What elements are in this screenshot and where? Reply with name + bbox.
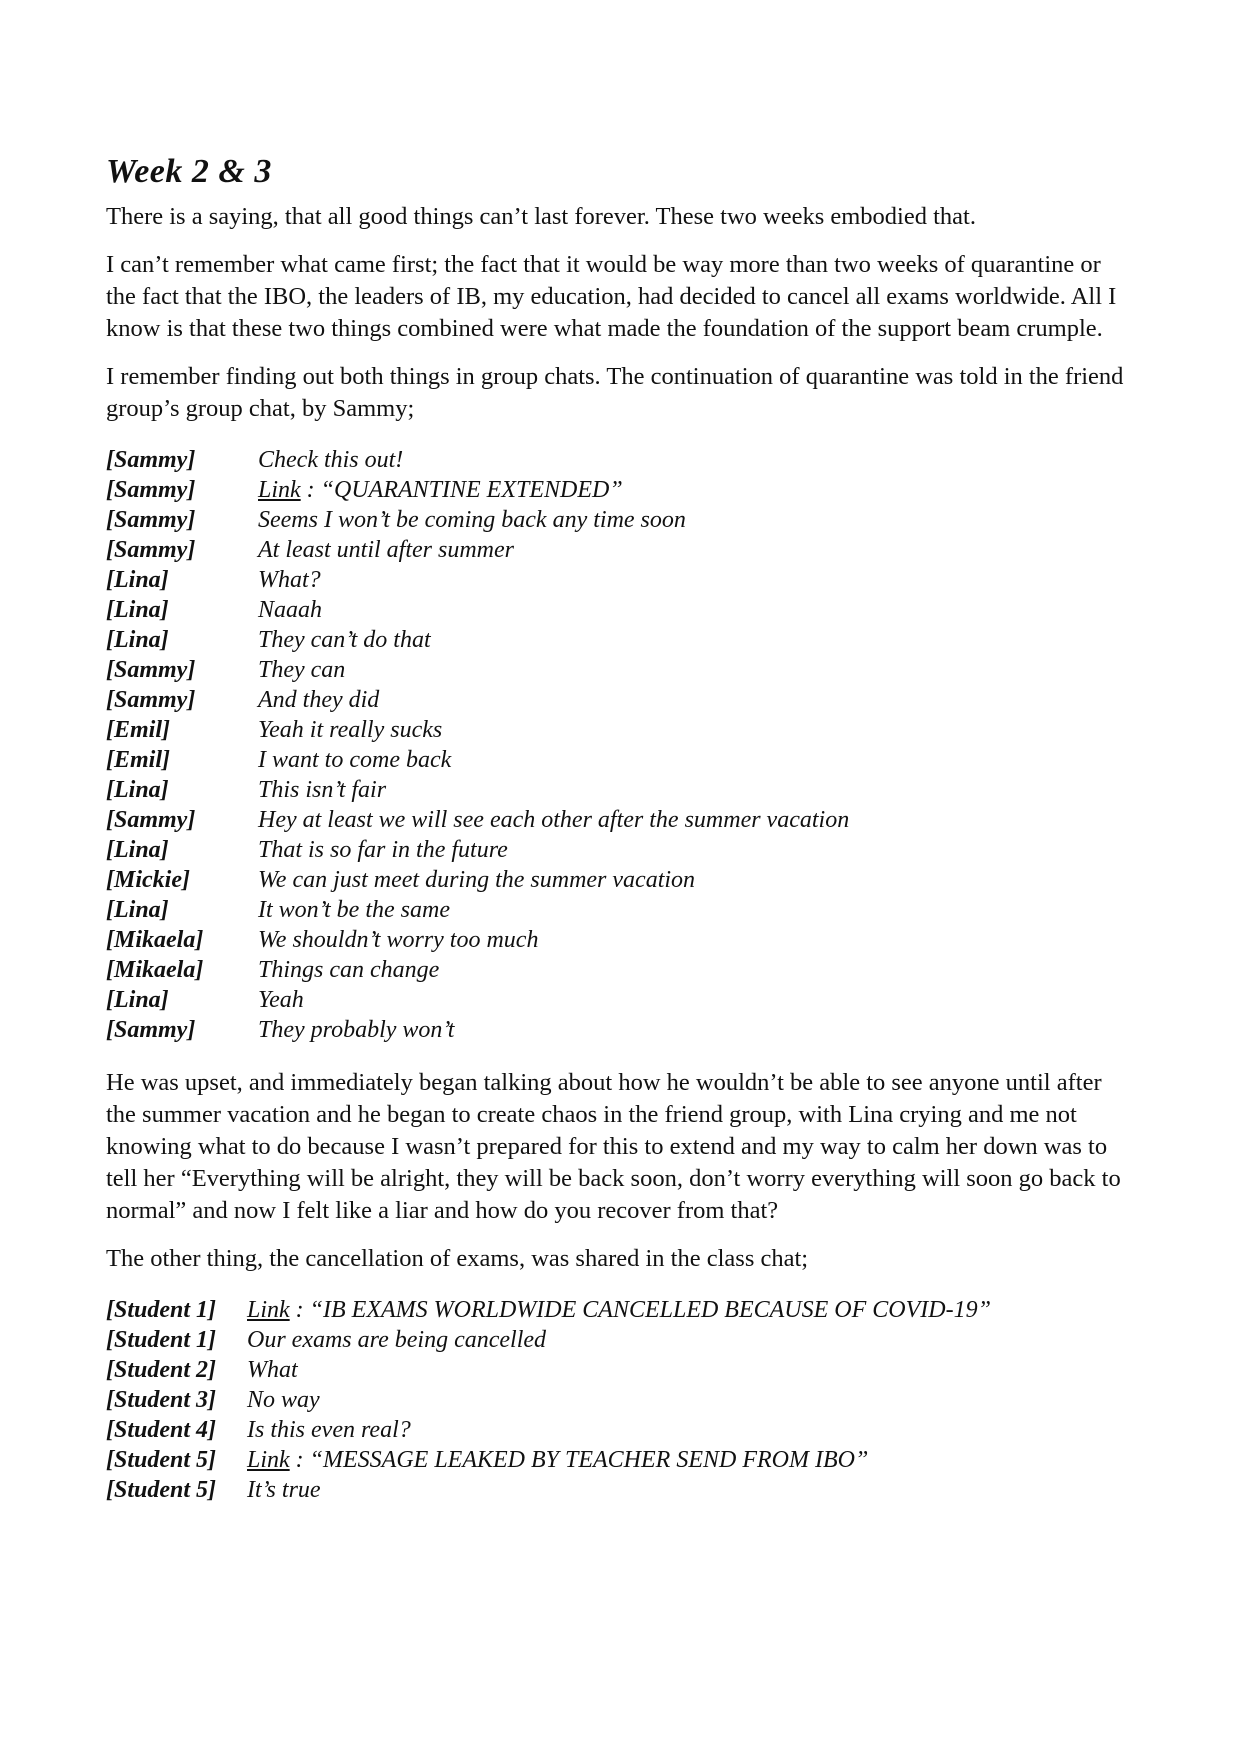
chat-message-row bbox=[106, 805, 1128, 835]
chat-sender-name: [Mikaela] bbox=[106, 957, 204, 984]
chat-sender-name: [Lina] bbox=[106, 837, 169, 864]
chat-sender-name: [Sammy] bbox=[106, 687, 196, 714]
chat-message-row bbox=[106, 685, 1128, 715]
chat-sender-name: [Mikaela] bbox=[106, 927, 204, 954]
chat-message-row bbox=[106, 865, 1128, 895]
chat-message-body: Our exams are being cancelled bbox=[247, 1327, 547, 1354]
page-title: Week 2 & 3 bbox=[106, 153, 272, 190]
chat-message-text bbox=[258, 475, 1128, 505]
paragraph-group-chats: I remember finding out both things in group chats. The continuation of quarantine was told in the friend group’s group chat, by Sammy; bbox=[106, 363, 1124, 423]
chat-message-text bbox=[258, 625, 1128, 655]
chat-message-row bbox=[106, 1475, 1128, 1505]
chat-message-text bbox=[258, 925, 1128, 955]
chat-message-text bbox=[258, 985, 1128, 1015]
chat-message-text bbox=[247, 1475, 1128, 1505]
chat-message-body: At least until after summer bbox=[258, 537, 514, 564]
chat-sender-name: [Student 5] bbox=[106, 1447, 217, 1474]
chat-message-row bbox=[106, 955, 1128, 985]
chat-message-text bbox=[247, 1325, 1128, 1355]
chat-link-label: Link bbox=[247, 1447, 290, 1474]
chat-message-body: Is this even real? bbox=[247, 1417, 411, 1444]
chat-message-body: : “IB EXAMS WORLDWIDE CANCELLED BECAUSE OF COVID-19” bbox=[289, 1297, 991, 1324]
chat-message-row bbox=[106, 925, 1128, 955]
chat-message-row bbox=[106, 565, 1128, 595]
chat-message-text bbox=[247, 1445, 1128, 1475]
paragraph-other-thing: The other thing, the cancellation of exams, was shared in the class chat; bbox=[106, 1245, 809, 1273]
chat-message-body: We shouldn’t worry too much bbox=[258, 927, 539, 954]
chat-message-text bbox=[258, 895, 1128, 925]
chat-message-text bbox=[258, 445, 1128, 475]
chat-message-row bbox=[106, 775, 1128, 805]
chat-message-body: They can bbox=[258, 657, 346, 684]
chat-sender-name: [Lina] bbox=[106, 627, 169, 654]
chat-sender-name: [Lina] bbox=[106, 987, 169, 1014]
chat-message-row bbox=[106, 1445, 1128, 1475]
chat-message-row bbox=[106, 505, 1128, 535]
chat-message-body: This isn’t fair bbox=[258, 777, 387, 804]
chat-message-body: They probably won’t bbox=[258, 1017, 455, 1044]
chat-message-body: Hey at least we will see each other after the summer vacation bbox=[258, 807, 850, 834]
chat-message-body: It won’t be the same bbox=[258, 897, 450, 924]
chat-message-body: Seems I won’t be coming back any time soon bbox=[258, 507, 686, 534]
chat-message-row bbox=[106, 1415, 1128, 1445]
chat-sender-name: [Lina] bbox=[106, 777, 169, 804]
chat-message-body: : “QUARANTINE EXTENDED” bbox=[300, 477, 623, 504]
chat-sender-name: [Sammy] bbox=[106, 807, 196, 834]
chat-message-body: No way bbox=[247, 1387, 320, 1414]
chat-message-body: Naaah bbox=[258, 597, 323, 624]
chat-sender-name: [Sammy] bbox=[106, 537, 196, 564]
chat-message-text bbox=[247, 1295, 1128, 1325]
chat-message-text bbox=[258, 715, 1128, 745]
chat-message-row bbox=[106, 745, 1128, 775]
chat-message-row bbox=[106, 715, 1128, 745]
paragraph-intro: There is a saying, that all good things can’t last forever. These two weeks embodied that. bbox=[106, 203, 976, 231]
chat-message-body: We can just meet during the summer vacation bbox=[258, 867, 696, 894]
chat-message-text bbox=[258, 595, 1128, 625]
chat-sender-name: [Sammy] bbox=[106, 477, 196, 504]
chat-sender-name: [Student 1] bbox=[106, 1327, 217, 1354]
chat-message-row bbox=[106, 445, 1128, 475]
friend-group-chat-transcript bbox=[106, 445, 1128, 1045]
chat-message-text bbox=[258, 775, 1128, 805]
chat-message-row bbox=[106, 1385, 1128, 1415]
chat-message-body: What? bbox=[258, 567, 321, 594]
class-chat-transcript bbox=[106, 1295, 1128, 1505]
chat-message-text bbox=[258, 865, 1128, 895]
chat-sender-name: [Lina] bbox=[106, 897, 169, 924]
chat-message-row bbox=[106, 595, 1128, 625]
chat-sender-name: [Student 3] bbox=[106, 1387, 217, 1414]
chat-sender-name: [Student 4] bbox=[106, 1417, 217, 1444]
chat-message-body: And they did bbox=[258, 687, 380, 714]
chat-message-row bbox=[106, 1015, 1128, 1045]
chat-message-body: Check this out! bbox=[258, 447, 404, 474]
chat-message-body: Things can change bbox=[258, 957, 440, 984]
chat-sender-name: [Mickie] bbox=[106, 867, 190, 894]
chat-message-text bbox=[258, 955, 1128, 985]
chat-message-body: : “MESSAGE LEAKED BY TEACHER SEND FROM IBO” bbox=[289, 1447, 869, 1474]
chat-message-text bbox=[258, 535, 1128, 565]
chat-message-row bbox=[106, 835, 1128, 865]
chat-sender-name: [Student 2] bbox=[106, 1357, 217, 1384]
chat-message-row bbox=[106, 1295, 1128, 1325]
chat-link-label: Link bbox=[247, 1297, 290, 1324]
chat-message-text bbox=[258, 685, 1128, 715]
chat-message-text bbox=[258, 745, 1128, 775]
chat-sender-name: [Sammy] bbox=[106, 1017, 196, 1044]
chat-message-text bbox=[247, 1415, 1128, 1445]
chat-message-row bbox=[106, 535, 1128, 565]
chat-message-body: Yeah it really sucks bbox=[258, 717, 443, 744]
chat-message-row bbox=[106, 985, 1128, 1015]
chat-message-text bbox=[247, 1355, 1128, 1385]
chat-message-row bbox=[106, 475, 1128, 505]
chat-sender-name: [Lina] bbox=[106, 597, 169, 624]
chat-message-body: That is so far in the future bbox=[258, 837, 508, 864]
chat-message-row bbox=[106, 625, 1128, 655]
chat-message-body: Yeah bbox=[258, 987, 304, 1014]
chat-message-text bbox=[258, 835, 1128, 865]
chat-link-label: Link bbox=[258, 477, 301, 504]
chat-message-body: It’s true bbox=[247, 1477, 321, 1504]
chat-sender-name: [Sammy] bbox=[106, 507, 196, 534]
chat-message-row bbox=[106, 655, 1128, 685]
chat-message-row bbox=[106, 1325, 1128, 1355]
chat-message-text bbox=[258, 655, 1128, 685]
chat-message-text bbox=[258, 1015, 1128, 1045]
chat-message-body: What bbox=[247, 1357, 298, 1384]
chat-sender-name: [Student 1] bbox=[106, 1297, 217, 1324]
chat-message-body: They can’t do that bbox=[258, 627, 431, 654]
chat-sender-name: [Sammy] bbox=[106, 657, 196, 684]
chat-message-text bbox=[258, 565, 1128, 595]
chat-sender-name: [Sammy] bbox=[106, 447, 196, 474]
chat-sender-name: [Emil] bbox=[106, 747, 170, 774]
chat-message-body: I want to come back bbox=[258, 747, 452, 774]
chat-message-row bbox=[106, 895, 1128, 925]
paragraph-he-was-upset: He was upset, and immediately began talking about how he wouldn’t be able to see anyone until after the summer vacation and he began to create chaos in the friend group, with Lina crying and me not knowing what to do because I wasn’t prepared for this to extend and my way to calm her down was to tell her “Everything will be alright, they will be back soon, don’t worry everything will soon go back to normal” and now I felt like a liar and how do you recover from that? bbox=[106, 1069, 1121, 1225]
chat-message-row bbox=[106, 1355, 1128, 1385]
chat-sender-name: [Emil] bbox=[106, 717, 170, 744]
chat-message-text bbox=[258, 805, 1128, 835]
chat-message-text bbox=[258, 505, 1128, 535]
chat-sender-name: [Lina] bbox=[106, 567, 169, 594]
paragraph-cant-remember: I can’t remember what came first; the fact that it would be way more than two weeks of quarantine or the fact that the IBO, the leaders of IB, my education, had decided to cancel all exams worldwide. All I know is that these two things combined were what made the foundation of the support beam crumple. bbox=[106, 251, 1117, 343]
chat-sender-name: [Student 5] bbox=[106, 1477, 217, 1504]
chat-message-text bbox=[247, 1385, 1128, 1415]
